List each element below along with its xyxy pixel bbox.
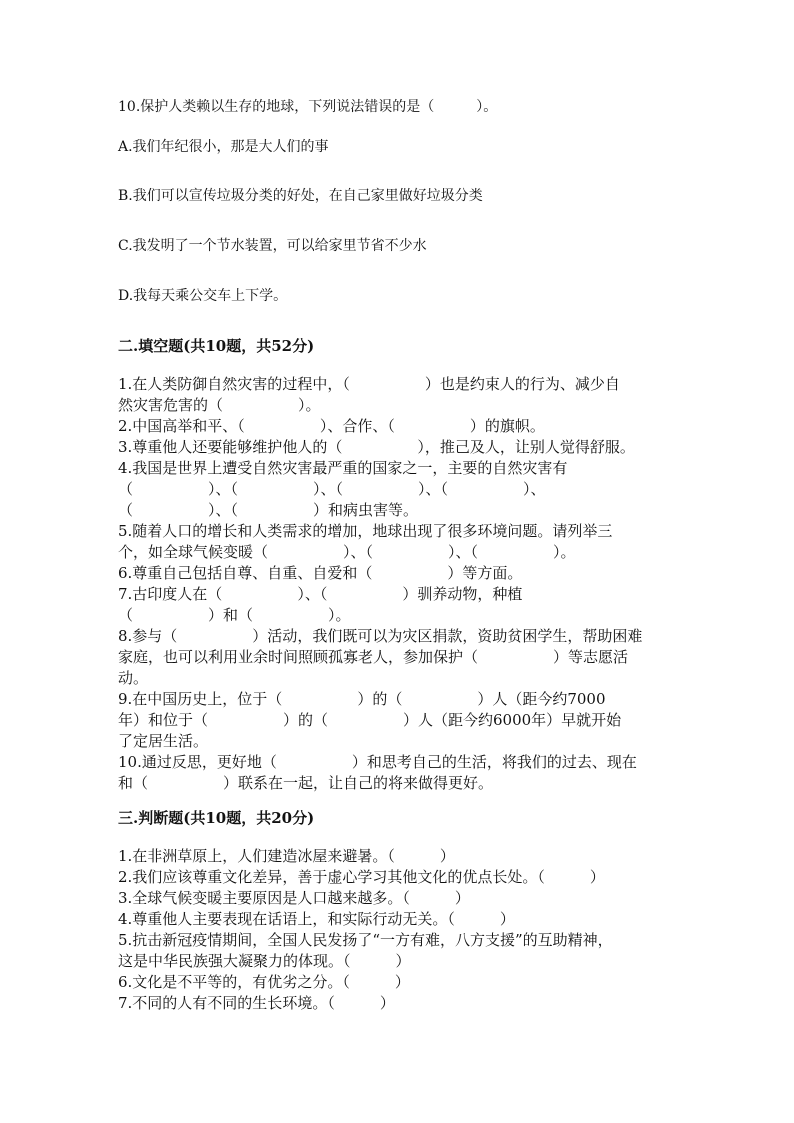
fill-line: （ ）、（ ）和病虫害等。 <box>118 501 419 519</box>
judge-line: 4.尊重他人主要表现在话语上，和实际行动无关。（ ） <box>118 910 515 928</box>
judge-line: 3.全球气候变暖主要原因是人口越来越多。（ ） <box>118 889 470 907</box>
fill-line: 个，如全球气候变暖（ ）、（ ）、（ ）。 <box>118 543 576 561</box>
fill-line: 3.尊重他人还要能够维护他人的（ ），推己及人，让别人觉得舒服。 <box>118 438 635 456</box>
fill-line: 4.我国是世界上遭受自然灾害最严重的国家之一，主要的自然灾害有 <box>118 459 568 477</box>
mc-option-c: C.我发明了一个节水装置，可以给家里节省不少水 <box>118 238 427 254</box>
fill-line: 10.通过反思，更好地（ ）和思考自己的生活，将我们的过去、现在 <box>118 753 637 771</box>
fill-line: （ ）、（ ）、（ ）、（ ）、 <box>118 480 546 498</box>
fill-line: 了定居生活。 <box>118 732 209 750</box>
fill-line: 家庭，也可以利用业余时间照顾孤寡老人，参加保护（ ）等志愿活 <box>118 648 629 666</box>
judge-section-body <box>118 846 678 1014</box>
fill-line: 年）和位于（ ）的（ ）人（距今约6000年）早就开始 <box>118 711 622 729</box>
mc-option-a: A.我们年纪很小，那是大人们的事 <box>118 139 329 155</box>
fill-line: 动。 <box>118 669 149 687</box>
mc-option-d: D.我每天乘公交车上下学。 <box>118 288 288 304</box>
judge-line: 7.不同的人有不同的生长环境。（ ） <box>118 994 395 1012</box>
judge-section-title: 三.判断题(共10题，共20分) <box>118 809 315 827</box>
fill-line: 7.古印度人在（ ）、（ ）驯养动物，种植 <box>118 585 523 603</box>
fill-line: 2.中国高举和平、（ ）、合作、（ ）的旗帜。 <box>118 417 545 435</box>
fill-line: 5.随着人口的增长和人类需求的增加，地球出现了很多环境问题。请列举三 <box>118 522 613 540</box>
fill-line: 6.尊重自己包括自尊、自重、自爱和（ ）等方面。 <box>118 564 523 582</box>
mc-option-b: B.我们可以宣传垃圾分类的好处，在自己家里做好垃圾分类 <box>118 188 483 204</box>
fill-line: 9.在中国历史上，位于（ ）的（ ）人（距今约7000 <box>118 690 606 708</box>
fill-line: 和（ ）联系在一起，让自己的将来做得更好。 <box>118 774 494 792</box>
fill-section-title: 二.填空题(共10题，共52分) <box>118 337 315 355</box>
judge-line: 这是中华民族强大凝聚力的体现。（ ） <box>118 952 411 970</box>
fill-section-body <box>118 374 678 794</box>
fill-line: 8.参与（ ）活动，我们既可以为灾区捐款，资助贫困学生，帮助困难 <box>118 627 643 645</box>
fill-line: 然灾害危害的（ ）。 <box>118 396 321 414</box>
judge-line: 6.文化是不平等的，有优劣之分。（ ） <box>118 973 410 991</box>
fill-line: 1.在人类防御自然灾害的过程中，（ ）也是约束人的行为、减少自 <box>118 375 620 393</box>
fill-line: （ ）和（ ）。 <box>118 606 351 624</box>
judge-line: 1.在非洲草原上，人们建造冰屋来避暑。（ ） <box>118 847 455 865</box>
mc-question-stem: 10.保护人类赖以生存的地球，下列说法错误的是（ ）。 <box>118 99 498 115</box>
judge-line: 5.抗击新冠疫情期间，全国人民发扬了“一方有难，八方支援”的互助精神， <box>118 931 613 949</box>
judge-line: 2.我们应该尊重文化差异，善于虚心学习其他文化的优点长处。（ ） <box>118 868 605 886</box>
